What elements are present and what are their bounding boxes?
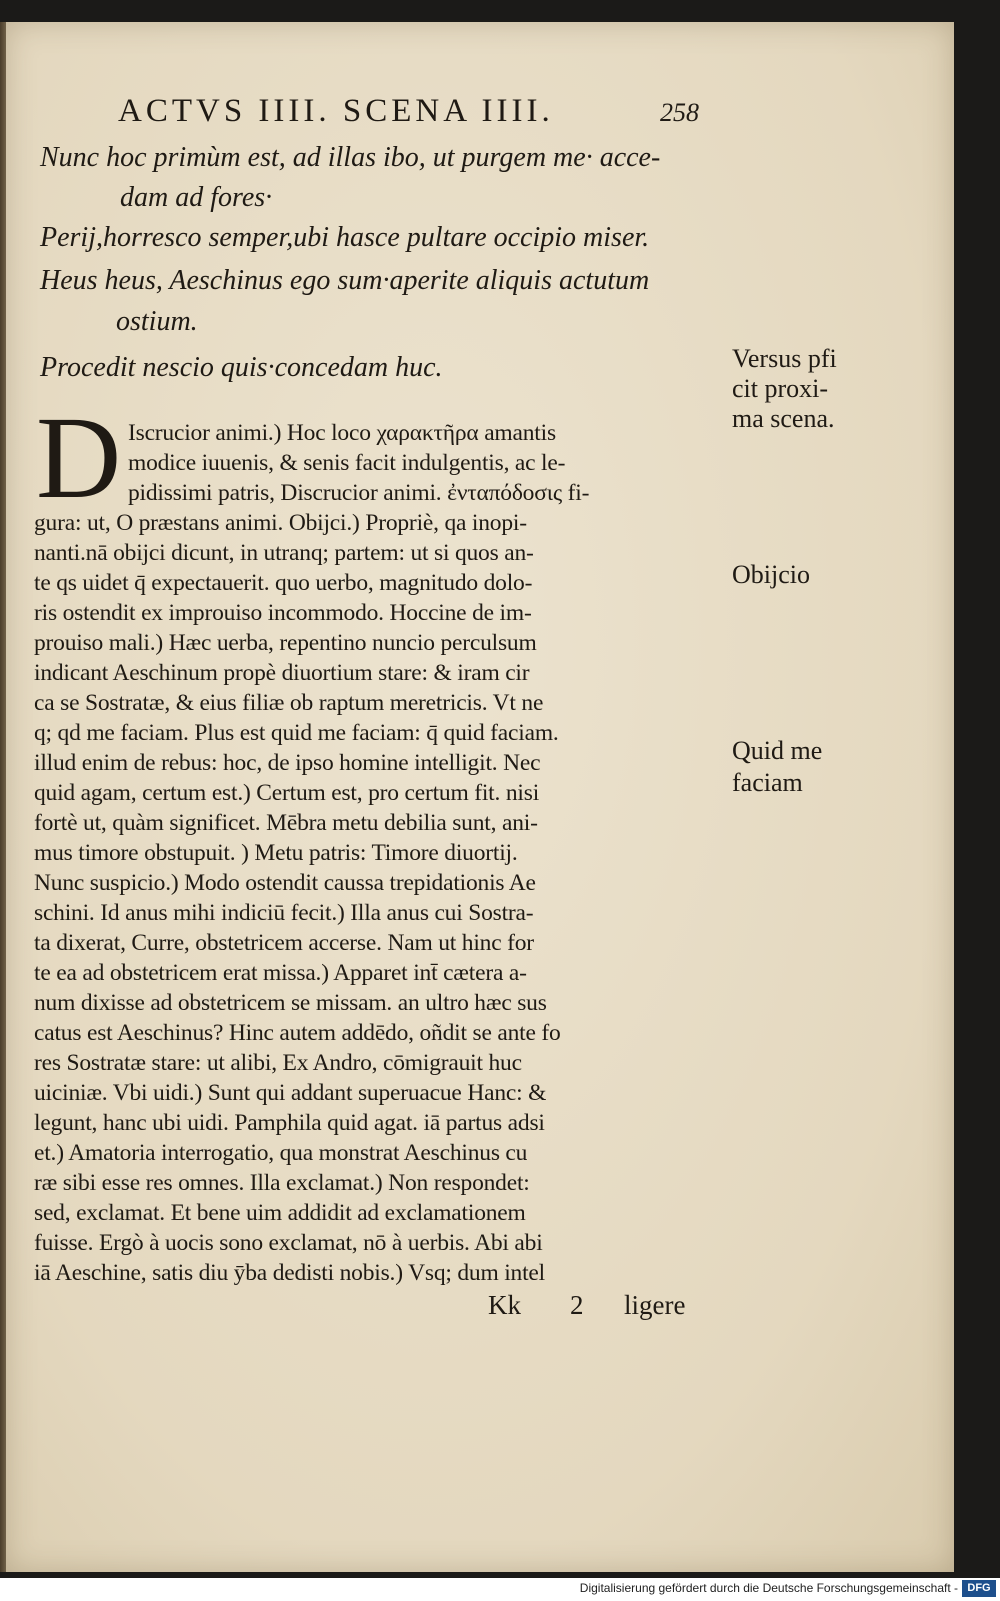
commentary-line: num dixisse ad obstetricem se missam. an ultro hæc sus xyxy=(34,990,547,1016)
commentary-line: et.) Amatoria interrogatio, qua monstrat Aeschinus cu xyxy=(34,1140,528,1166)
commentary-line: illud enim de rebus: hoc, de ipso homine intelligit. Nec xyxy=(34,750,541,776)
commentary-line: indicant Aeschinum propè diuortium stare: & iram cir xyxy=(34,660,530,686)
commentary-line: te ea ad obstetricem erat missa.) Apparet int̄ cætera a- xyxy=(34,960,527,986)
commentary-line: pidissimi patris, Discrucior animi. ἐνταπόδοσις fi- xyxy=(128,480,590,506)
commentary-line: gura: ut, O præstans animi. Obijci.) Propriè, qa inopi- xyxy=(34,510,527,536)
margin-note-line: faciam xyxy=(732,768,803,797)
signature-number: 2 xyxy=(570,1290,584,1320)
commentary-line: uiciniæ. Vbi uidi.) Sunt qui addant superuacue Hanc: & xyxy=(34,1080,547,1106)
dfg-logo: DFG xyxy=(962,1580,996,1597)
commentary-line: quid agam, certum est.) Certum est, pro certum fit. nisi xyxy=(34,780,540,806)
commentary-line: nanti.nā obijci dicunt, in utranq; partem: ut si quos an- xyxy=(34,540,534,566)
commentary-line: iā Aeschine, satis diu ȳba dedisti nobis.) Vsq; dum intel xyxy=(34,1260,545,1286)
verse-line: Procedit nescio quis·concedam huc. xyxy=(40,352,443,383)
running-head: ACTVS IIII. SCENA IIII. xyxy=(118,93,554,129)
commentary-line: legunt, hanc ubi uidi. Pamphila quid agat. iā partus adsi xyxy=(34,1110,545,1136)
commentary-line: ca se Sostratæ, & eius filiæ ob raptum meretricis. Vt ne xyxy=(34,690,544,716)
footer-bar xyxy=(0,1578,1000,1601)
margin-note-line: Versus pfi xyxy=(732,344,837,373)
drop-cap: D xyxy=(36,392,122,523)
commentary-line: Nunc suspicio.) Modo ostendit caussa trepidationis Ae xyxy=(34,870,536,896)
commentary-line: q; qd me faciam. Plus est quid me faciam: q̄ quid faciam. xyxy=(34,720,559,746)
commentary-line: fuisse. Ergò à uocis sono exclamat, nō à uerbis. Abi abi xyxy=(34,1230,543,1256)
commentary-line: catus est Aeschinus? Hinc autem addēdo, oñdit se ante fo xyxy=(34,1020,561,1046)
commentary-line: ris ostendit ex improuiso incommodo. Hoccine de im- xyxy=(34,600,532,626)
verse-line: ostium. xyxy=(116,306,198,337)
commentary-line: fortè ut, quàm significet. Mēbra metu debilia sunt, ani- xyxy=(34,810,538,836)
verse-line: Perij,horresco semper,ubi hasce pultare occipio miser. xyxy=(40,222,650,253)
margin-note-line: Obijcio xyxy=(732,560,810,589)
commentary-line: res Sostratæ stare: ut alibi, Ex Andro, cōmigrauit huc xyxy=(34,1050,522,1076)
commentary-line: sed, exclamat. Et bene uim addidit ad exclamationem xyxy=(34,1200,526,1226)
signature-mark: Kk xyxy=(488,1290,521,1320)
margin-note-line: Quid me xyxy=(732,736,823,765)
margin-note-line: ma scena. xyxy=(732,404,835,433)
commentary-line: ræ sibi esse res omnes. Illa exclamat.) Non respondet: xyxy=(34,1170,530,1196)
footer-credit: Digitalisierung gefördert durch die Deutsche Forschungsgemeinschaft - xyxy=(579,1581,958,1595)
commentary-line: prouiso mali.) Hæc uerba, repentino nuncio perculsum xyxy=(34,630,537,656)
page-number: 258 xyxy=(660,98,699,127)
verse-line: dam ad fores· xyxy=(120,182,273,213)
commentary-line: mus timore obstupuit. ) Metu patris: Timore diuortij. xyxy=(34,840,518,866)
verse-line: Heus heus, Aeschinus ego sum·aperite aliquis actutum xyxy=(40,265,650,296)
commentary-line: Iscrucior animi.) Hoc loco χαρακτῆρα amantis xyxy=(128,420,556,446)
commentary-line: schini. Id anus mihi indiciū fecit.) Illa anus cui Sostra- xyxy=(34,900,534,926)
verse-line: Nunc hoc primùm est, ad illas ibo, ut purgem me· acce- xyxy=(40,142,661,173)
commentary-line: ta dixerat, Curre, obstetricem accerse. Nam ut hinc for xyxy=(34,930,534,956)
commentary-line: modice iuuenis, & senis facit indulgentis, ac le- xyxy=(128,450,566,476)
commentary-line: te qs uidet q̄ expectauerit. quo uerbo, magnitudo dolo- xyxy=(34,570,533,596)
catchword: ligere xyxy=(624,1290,686,1320)
margin-note-line: cit proxi- xyxy=(732,374,829,403)
